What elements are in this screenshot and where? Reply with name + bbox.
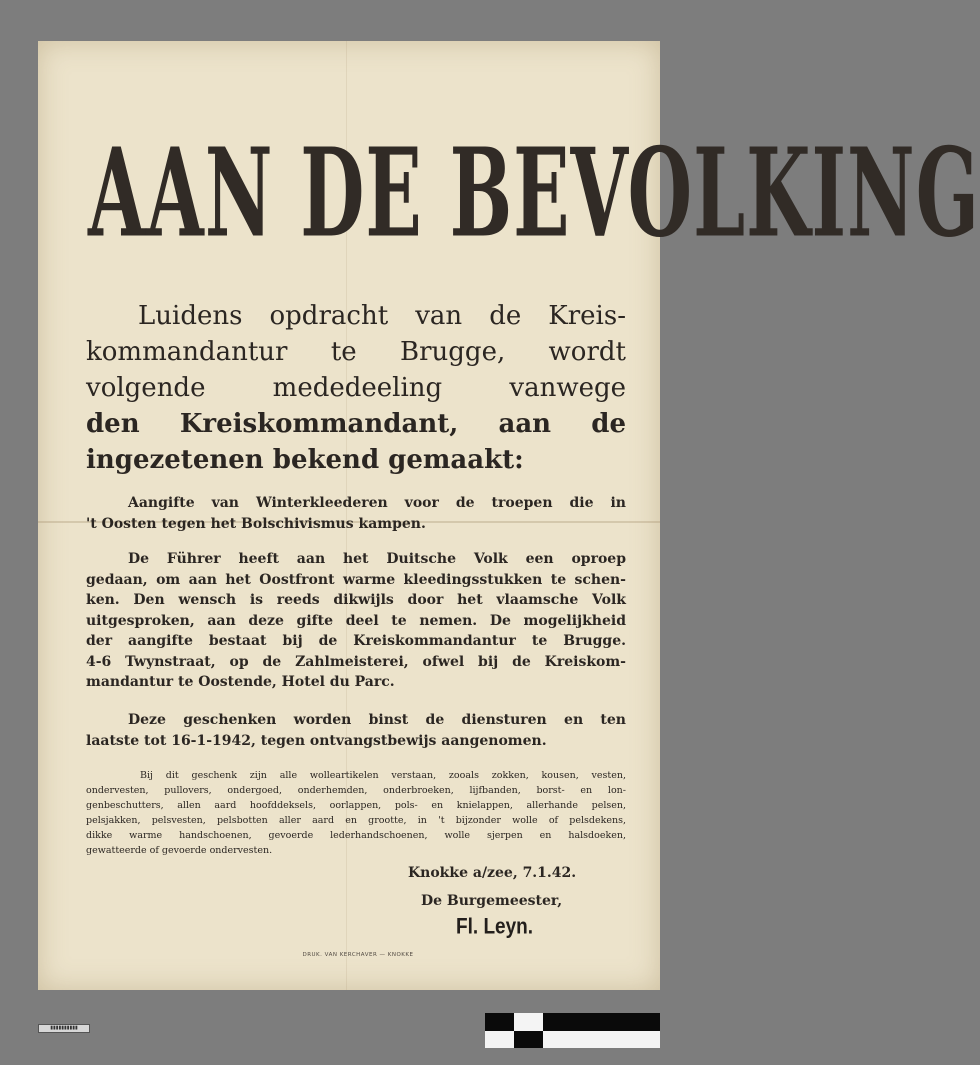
deadline-paragraph bbox=[86, 710, 626, 751]
subject-line: Aangifte van Winterkleederen voor de troepen die in bbox=[128, 495, 626, 511]
poster-sheet bbox=[38, 41, 980, 990]
scale-square-white bbox=[485, 1031, 514, 1049]
body-line: mandantur te Oostende, Hotel du Parc. bbox=[86, 674, 395, 690]
body-line: De Führer heeft aan het Duitsche Volk een oproep bbox=[128, 551, 626, 567]
body-paragraph bbox=[86, 549, 626, 693]
printer-imprint: DRUK. VAN KERCHAVER — KNOKKE bbox=[302, 952, 414, 958]
scale-block-white bbox=[572, 1031, 660, 1049]
poster-headline: AAN DE BEVOLKING bbox=[88, 123, 980, 265]
body-line: der aangifte bestaat bij de Kreiskommandantur te Brugge. bbox=[86, 633, 626, 649]
body-line: ken. Den wensch is reeds dikwijls door het vlaamsche Volk bbox=[86, 592, 626, 608]
fine-print-line: Bij dit geschenk zijn alle wolleartikelen verstaan, zooals zokken, kousen, vesten, bbox=[140, 770, 626, 781]
body-line: gedaan, om aan het Oostfront warme kleedingsstukken te schen- bbox=[86, 571, 626, 588]
signer-name: Fl. Leyn. bbox=[456, 915, 534, 940]
fine-print-line: gewatteerde of gevoerde ondervesten. bbox=[86, 845, 273, 856]
scale-square-white bbox=[514, 1013, 543, 1031]
scale-block-black bbox=[572, 1013, 660, 1031]
lead-paragraph bbox=[86, 298, 626, 478]
fine-print-paragraph bbox=[86, 768, 626, 858]
fine-print-line: pelsjakken, pelsvesten, pelsbotten aller aard en grootte, in 't bijzonder wolle of pelsdekens, bbox=[86, 815, 626, 826]
subject-paragraph bbox=[86, 493, 626, 534]
fine-print-line: ondervesten, pullovers, ondergoed, onderhemden, onderbroeken, lijfbanden, borst- en lon- bbox=[86, 785, 626, 796]
lead-line: kommandantur te Brugge, wordt bbox=[86, 337, 626, 367]
body-line: uitgesproken, aan deze gifte deel te nemen. De mogelijkheid bbox=[86, 612, 626, 629]
color-scale-bar bbox=[485, 1013, 660, 1048]
fine-print-line: dikke warme handschoenen, gevoerde lederhandschoenen, wolle sjerpen en halsdoeken, bbox=[86, 830, 626, 841]
scale-square-black bbox=[485, 1013, 514, 1031]
archive-reference-label: ▮▮▮▮▮▮▮▮▮▮ bbox=[38, 1024, 90, 1033]
lead-line: den Kreiskommandant, aan de bbox=[86, 409, 626, 439]
lead-line: volgende mededeeling vanwege bbox=[86, 373, 626, 403]
place-date: Knokke a/zee, 7.1.42. bbox=[408, 865, 577, 881]
subject-line: 't Oosten tegen het Bolschivismus kampen. bbox=[86, 515, 426, 532]
body-line: 4-6 Twynstraat, op de Zahlmeisterei, ofwel bij de Kreiskom- bbox=[86, 653, 626, 670]
signer-title: De Burgemeester, bbox=[421, 893, 563, 909]
fine-print-line: genbeschutters, allen aard hoofddeksels, oorlappen, pols- en knielappen, allerhande pelsen, bbox=[86, 800, 626, 811]
lead-line: Luidens opdracht van de Kreis- bbox=[138, 301, 626, 331]
deadline-line: laatste tot 16-1-1942, tegen ontvangstbewijs aangenomen. bbox=[86, 732, 547, 749]
lead-line: ingezetenen bekend gemaakt: bbox=[86, 445, 524, 475]
scale-square-black bbox=[543, 1013, 572, 1031]
scale-square-black bbox=[514, 1031, 543, 1049]
scale-square-white bbox=[543, 1031, 572, 1049]
deadline-line: Deze geschenken worden binst de diensturen en ten bbox=[128, 712, 626, 728]
